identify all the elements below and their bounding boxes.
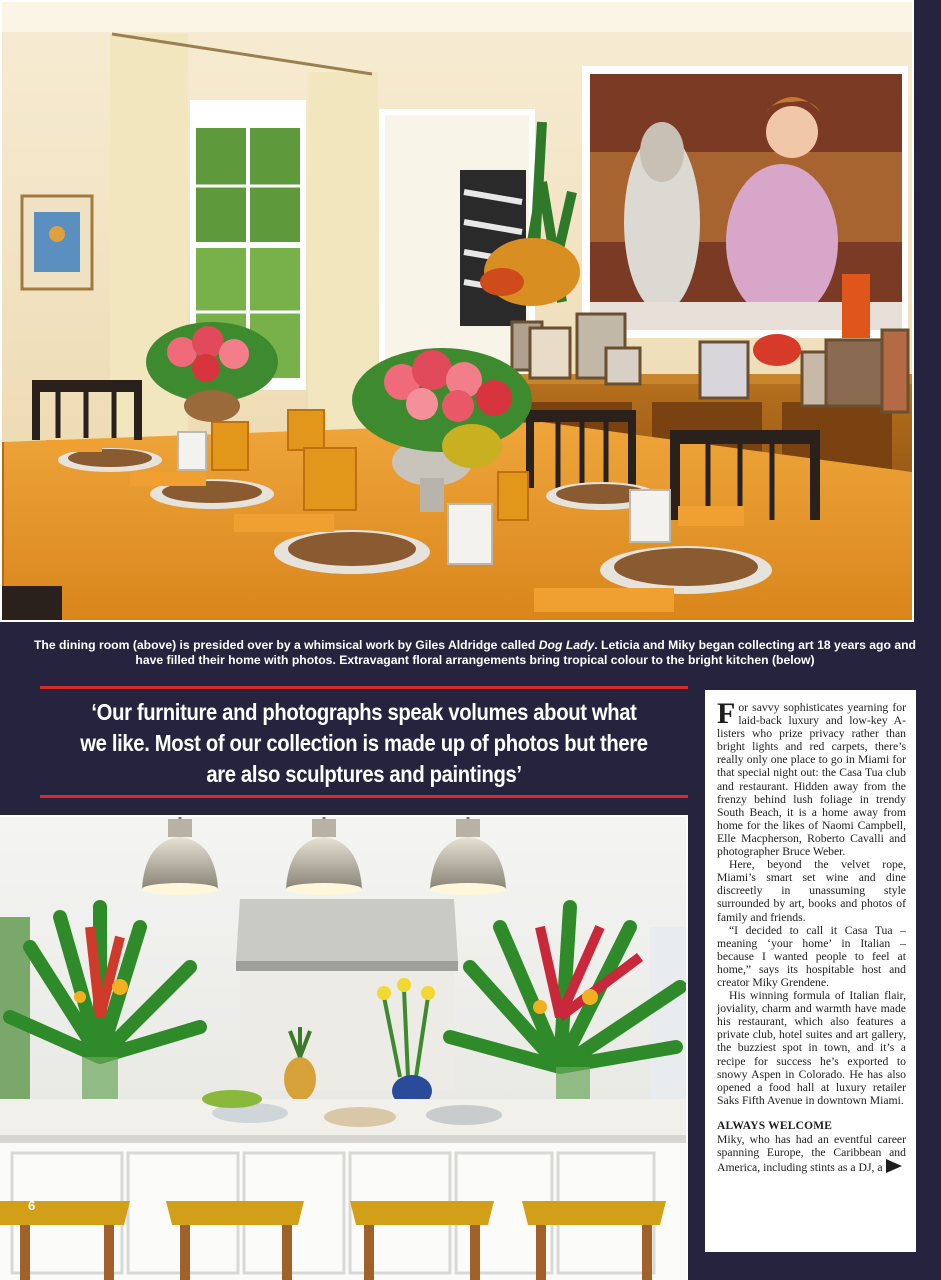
- article-paragraph-4: His winning formula of Italian flair, joviality, charm and warmth have made his restaurant, which also features a private club, hotel suites and art gallery, the buzziest spot in town, and it’s a recipe for success he’s exported to snowy Aspen in Colorado. He has also opened a food hall at luxury retailer Saks Fifth Avenue in downtown Miami.: [717, 989, 906, 1107]
- drop-cap: F: [717, 697, 736, 730]
- caption-artwork-title: Dog Lady: [538, 638, 595, 652]
- kitchen-illustration: [0, 817, 686, 1280]
- caption-text-2: . Leticia and Miky began collecting art 18 years ago and have filled their home with photos. Extravagant floral arrangements bring tropical colour to the bright kitchen (below): [135, 638, 917, 667]
- photo-caption: [30, 638, 920, 668]
- dining-room-illustration: [2, 2, 912, 620]
- page-number: 6: [28, 1198, 36, 1213]
- article-paragraph-1-text: or savvy sophisticates yearning for laid-back luxury and low-key A-listers who prize privacy rather than bright lights and red carpets, there’s really only one place to go in Miami for that special night out: the Casa Tua club and restaurant. Hidden away from the frenzy behind lush foliage in trendy South Beach, it is a home away from home for the likes of Naomi Campbell, Elle Macpherson, Roberto Cavalli and photographer Bruce Weber.: [717, 701, 906, 859]
- pull-quote: ‘Our furniture and photographs speak volumes about what we like. Most of our collection is made up of photos but there are also sculptures and paintings’: [80, 699, 648, 787]
- continue-arrow-icon: [886, 1159, 902, 1173]
- caption-text-1: The dining room (above) is presided over by a whimsical work by Giles Aldridge called: [33, 638, 539, 652]
- kitchen-photo: [0, 815, 688, 1280]
- article-paragraph-1: [717, 697, 906, 859]
- article-paragraph-3: “I decided to call it Casa Tua – meaning ‘your home’ in Italian – because I wanted people to feel at home,” says its hospitable host and creator Miky Grendene.: [717, 923, 906, 989]
- article-paragraph-2: Here, beyond the velvet rope, Miami’s smart set wine and dine discreetly in unassuming style surrounded by art, books and photos of family and friends.: [717, 858, 906, 924]
- pull-quote-box: [40, 686, 688, 798]
- article-column: [705, 690, 916, 1252]
- dining-room-photo: [0, 0, 914, 622]
- article-paragraph-5-text: Miky, who has had an eventful career spanning Europe, the Caribbean and America, including stints as a DJ, a: [717, 1133, 906, 1175]
- article-paragraph-5: [717, 1133, 906, 1174]
- article-subhead: ALWAYS WELCOME: [717, 1119, 833, 1132]
